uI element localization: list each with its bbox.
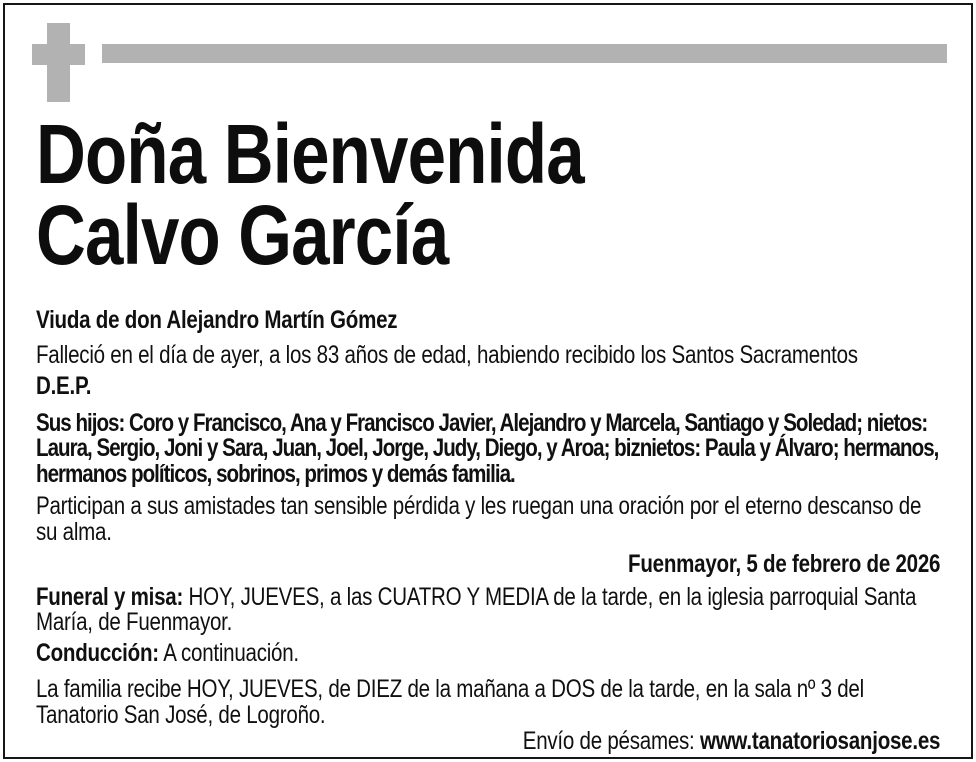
conduccion-paragraph: [36, 638, 940, 667]
funeral-paragraph: [36, 582, 940, 636]
funeral-label: Funeral y misa:: [36, 582, 184, 611]
family-paragraph: Sus hijos: Coro y Francisco, Ana y Francisco Javier, Alejandro y Marcela, Santiago y Soledad; nietos: Laura, Sergio, Joni y Sara, Juan, Joel, Jorge, Judy, Diego, y Aroa; biznietos: Paula y Álvaro; hermanos, hermanos políticos, sobrinos, primos y demás familia.: [36, 408, 939, 488]
deceased-name: [36, 107, 940, 282]
death-notice-line: Falleció en el día de ayer, a los 83 años de edad, habiendo recibido los Santos Sacramentos: [36, 340, 858, 369]
dep-line: D.E.P.: [36, 372, 92, 400]
condolences-label: Envío de pésames:: [522, 727, 700, 755]
funeral-text: HOY, JUEVES, a las CUATRO Y MEDIA de la tarde, en la iglesia parroquial Santa María, de Fuenmayor.: [36, 582, 917, 636]
condolences-line: [36, 729, 940, 755]
relation-line: Viuda de don Alejandro Martín Gómez: [36, 306, 398, 334]
participation-paragraph: Participan a sus amistades tan sensible pérdida y les ruegan una oración por el eterno descanso de su alma.: [36, 492, 922, 546]
notice-body: [36, 0, 940, 755]
deceased-name-line-1: Doña Bienvenida: [36, 107, 584, 201]
place-date-line: Fuenmayor, 5 de febrero de 2026: [628, 550, 941, 578]
deceased-name-line-2: Calvo García: [36, 188, 449, 282]
conduccion-text: A continuación.: [158, 638, 299, 667]
wake-paragraph: La familia recibe HOY, JUEVES, de DIEZ de la mañana a DOS de la tarde, en la sala nº 3 del Tanatorio San José, de Logroño.: [36, 675, 864, 729]
condolences-url: www.tanatoriosanjose.es: [699, 727, 941, 755]
conduccion-label: Conducción:: [36, 638, 159, 667]
